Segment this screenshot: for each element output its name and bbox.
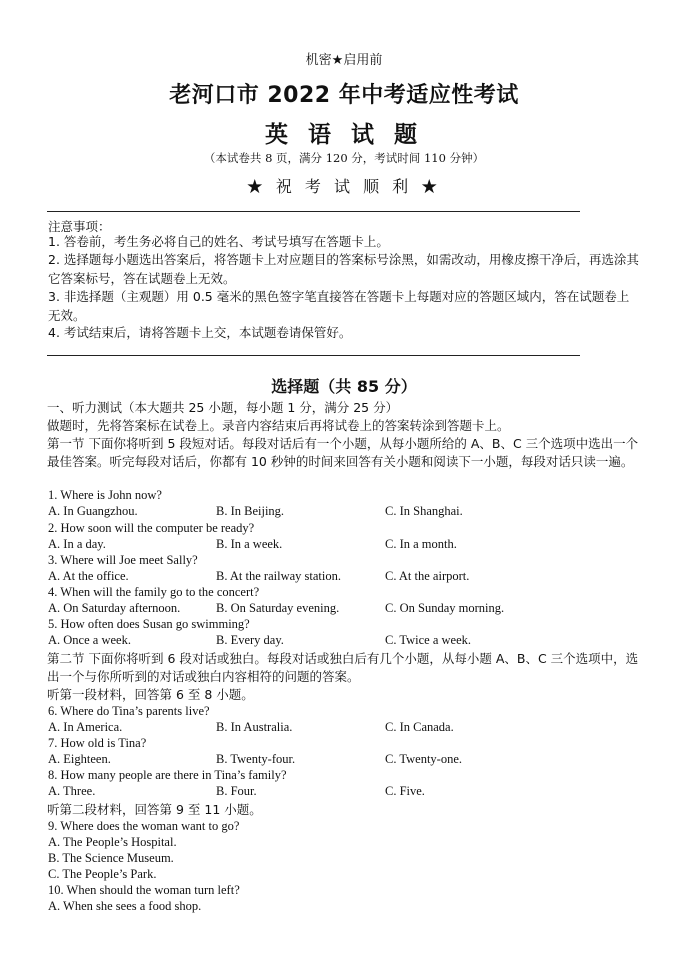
option-8b: B. Four. [216,784,257,798]
option-7b: B. Twenty-four. [216,752,296,766]
section1-instruction: 第一节 下面你将听到 5 段短对话。每段对话后有一个小题，从每小题所给的 A、B、C 三个选项中选出一个最佳答案。听完每段对话后，你都有 10 秒钟的时间来回答有关小题和阅读下一小题，每段对话只读一遍。 [47,436,639,469]
question-7: 7. How old is Tina? [48,736,147,750]
question-8: 8. How many people are there in Tina’s family? [48,768,287,782]
option-3c: C. At the airport. [385,569,470,583]
question-4: 4. When will the family go to the concert? [48,585,260,599]
option-8c: C. Five. [385,784,425,798]
option-4b: B. On Saturday evening. [216,601,340,615]
option-6c: C. In Canada. [385,720,454,734]
confidential-label: 机密★启用前 [305,53,383,68]
good-luck-line: ★ 祝 考 试 顺 利 ★ [246,177,442,196]
option-4a: A. On Saturday afternoon. [48,601,181,615]
option-1c: C. In Shanghai. [385,504,463,518]
option-3a: A. At the office. [48,569,129,583]
option-4c: C. On Sunday morning. [385,601,505,615]
part1-heading: 一、听力测试（本大题共 25 小题，每小题 1 分，满分 25 分） [47,400,399,415]
question-9: 9. Where does the woman want to go? [48,819,240,833]
material-1-heading: 听第一段材料，回答第 6 至 8 小题。 [47,687,254,702]
option-7a: A. Eighteen. [48,752,111,766]
option-5c: C. Twice a week. [385,633,472,647]
option-9b: B. The Science Museum. [48,851,174,865]
option-10a: A. When she sees a food shop. [48,899,202,913]
notice-item-2: 2. 选择题每小题选出答案后，将答题卡上对应题目的答案标号涂黑，如需改动，用橡皮擦干净后，再选涂其它答案标号，答在试题卷上无效。 [48,252,639,286]
question-6: 6. Where do Tina’s parents live? [48,704,210,718]
option-7c: C. Twenty-one. [385,752,463,766]
divider-bottom [47,355,580,356]
option-8a: A. Three. [48,784,96,798]
question-10: 10. When should the woman turn left? [48,883,240,897]
option-5a: A. Once a week. [48,633,131,647]
divider-top [47,211,580,212]
exam-title: 老河口市 2022 年中考适应性考试 [169,83,519,108]
part1-instruction: 做题时，先将答案标在试卷上。录音内容结束后再将试卷上的答案转涂到答题卡上。 [47,418,510,433]
question-2: 2. How soon will the computer be ready? [48,521,255,535]
option-1b: B. In Beijing. [216,504,285,518]
option-6a: A. In America. [48,720,123,734]
question-1: 1. Where is John now? [48,488,162,502]
option-5b: B. Every day. [216,633,284,647]
option-9c: C. The People’s Park. [48,867,157,881]
notice-heading: 注意事项： [48,219,111,234]
question-3: 3. Where will Joe meet Sally? [48,553,198,567]
option-9a: A. The People’s Hospital. [48,835,177,849]
option-2b: B. In a week. [216,537,283,551]
question-5: 5. How often does Susan go swimming? [48,617,250,631]
material-2-heading: 听第二段材料，回答第 9 至 11 小题。 [47,802,262,817]
option-2c: C. In a month. [385,537,457,551]
option-6b: B. In Australia. [216,720,293,734]
option-1a: A. In Guangzhou. [48,504,138,518]
option-2a: A. In a day. [48,537,106,551]
subject-title: 英 语 试 题 [264,122,424,148]
section-title: 选择题（共 85 分） [271,377,417,396]
section2-instruction: 第二节 下面你将听到 6 段对话或独白。每段对话或独白后有几个小题，从每小题 A、B、C 三个选项中，选出一个与你所听到的对话或独白内容相符的问题的答案。 [47,651,639,684]
notice-item-3: 3. 非选择题（主观题）用 0.5 毫米的黑色签字笔直接答在答题卡上每题对应的答题区域内，答在试题卷上无效。 [48,289,630,323]
notice-item-1: 1. 答卷前，考生务必将自己的姓名、考试号填写在答题卡上。 [48,234,389,249]
exam-info: （本试卷共 8 页，满分 120 分，考试时间 110 分钟） [203,151,485,165]
notice-item-4: 4. 考试结束后，请将答题卡上交，本试题卷请保管好。 [48,325,352,340]
option-3b: B. At the railway station. [216,569,341,583]
